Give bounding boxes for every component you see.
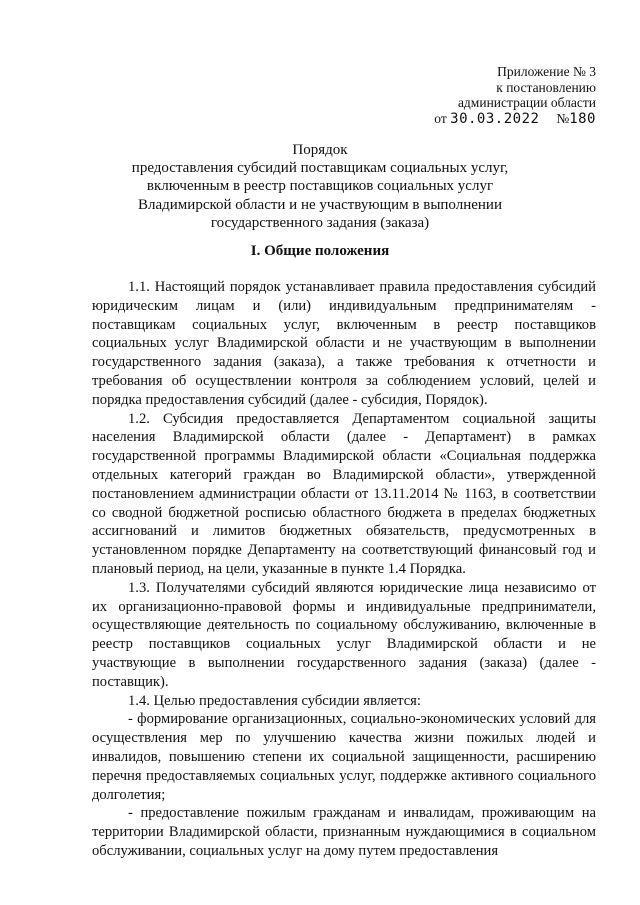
section-body [92,278,596,861]
paragraph-bullet-2: - предоставление пожилым гражданам и инвалидам, проживающим на территории Владимирской области, признанным нуждающимися в социальном обслуживании, социальных услуг на дому путем предоставления [92,805,596,859]
paragraph-bullet-1: - формирование организационных, социально-экономических условий для осуществления мер по улучшению качества жизни пожилых людей и инвалидов, повышению степени их социальной защищенности, расширению перечня предоставляемых социальных услуг, поддержке активного социального долголетия; [92,711,596,803]
paragraph-1-2: 1.2. Субсидия предоставляется Департаментом социальной защиты населения Владимирской области (далее - Департамент) в рамках государственной программы Владимирской области «Социальная поддержка отдельных категорий граждан во Владимирской области», утвержденной постановлением администрации области от 13.11.2014 № 1163, в соответствии со сводной бюджетной росписью областного бюджета в пределах бюджетных ассигнований и лимитов бюджетных обязательств, предусмотренных в установленном порядке Департаменту на соответствующий финансовый год и плановый период, на цели, указанные в пункте 1.4 Порядка. [92,410,596,577]
annex-title: Приложение № 3 [497,64,596,79]
section-heading: I. Общие положения [250,243,390,259]
title-line-2: предоставления субсидий поставщикам социальных услуг, [131,160,509,177]
annex-authority: администрации области [457,95,596,110]
order-number: 180 [569,110,596,127]
title-line-1: Порядок [292,142,348,158]
paragraph-1-4: 1.4. Целью предоставления субсидии является: [128,692,421,709]
paragraph-1-3: 1.3. Получателями субсидий являются юридические лица независимо от их организационно-правовой формы и индивидуальные предприниматели, осуществляющие деятельность по социальному обслуживанию, включенные в реестр поставщиков социальных услуг Владимирской области и не участвующие в выполнении государственного задания (заказа) (далее - поставщик). [92,579,596,690]
annex-block [434,64,596,127]
number-prefix: № [556,110,570,126]
title-line-3: включенным в реестр поставщиков социальных услуг [146,178,494,195]
paragraph-1-1: 1.1. Настоящий порядок устанавливает правила предоставления субсидий юридическим лицам и (или) индивидуальным предпринимателям - поставщикам социальных услуг, включенным в реестр поставщиков социальных услуг Владимирской области и не участвующим в выполнении государственного задания (заказа), а также требования к отчетности и требования об осуществлении контроля за соблюдением условий, целей и порядка предоставления субсидий (далее - субсидия, Порядок). [92,279,596,408]
title-line-5: государственного задания (заказа) [210,214,430,231]
annex-ref-line: к постановлению [496,79,596,95]
title-line-4: Владимирской области и не участвующим в выполнении [138,196,502,213]
order-date: 30.03.2022 [450,110,540,127]
order-date-number [434,111,596,128]
date-prefix: от [434,110,447,126]
document-title [0,141,640,232]
